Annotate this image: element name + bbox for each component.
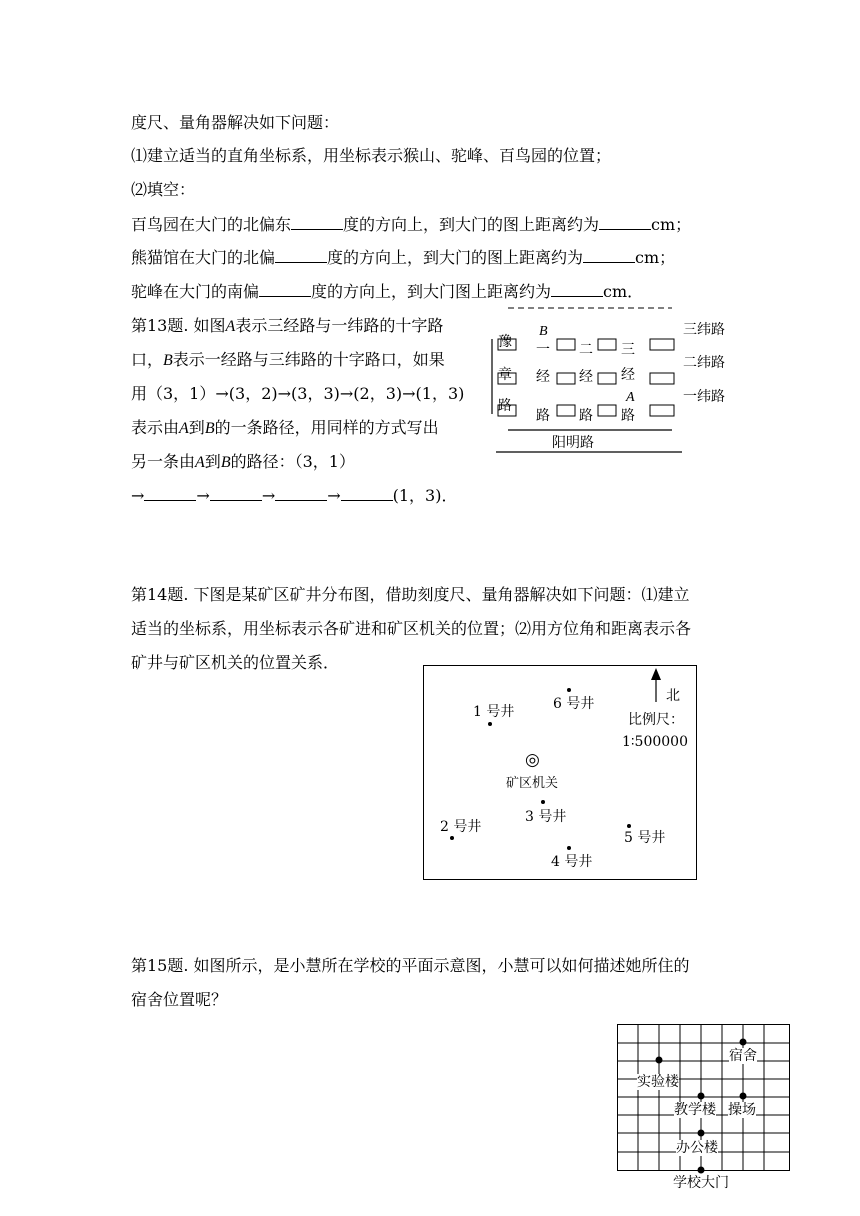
arrow: → bbox=[196, 486, 210, 505]
q13-text: 的一条路径，用同样的方式写出 bbox=[214, 418, 439, 437]
dorm-label: 宿舍 bbox=[729, 1048, 757, 1064]
well-3-label: 3 号井 bbox=[525, 809, 567, 825]
q13-text: (1，3)． bbox=[392, 486, 458, 505]
third-jing-road-char: 经 bbox=[621, 367, 635, 383]
q12-text: 度的方向上，到大门的图上距离约为 bbox=[343, 215, 600, 234]
q13-line-2 bbox=[131, 350, 445, 371]
first-jing-road-char: 经 bbox=[536, 369, 550, 385]
q12-text: cm； bbox=[635, 248, 676, 267]
answer-blank[interactable] bbox=[291, 215, 343, 230]
scale-value: 1∶500000 bbox=[622, 734, 688, 750]
third-jing-road-char: 三 bbox=[621, 342, 635, 358]
block bbox=[557, 339, 575, 350]
well-1-label: 1 号井 bbox=[473, 704, 515, 720]
well-5-label: 5 号井 bbox=[624, 830, 666, 846]
gate-dot bbox=[698, 1167, 705, 1174]
gate-label: 学校大门 bbox=[673, 1175, 729, 1191]
yuzhang-road-char: 章 bbox=[498, 367, 512, 383]
q13-line-1 bbox=[131, 316, 443, 337]
answer-blank[interactable] bbox=[275, 486, 327, 501]
q12-line-1: 度尺、量角器解决如下问题： bbox=[131, 113, 340, 132]
q14-line-1: 第14题. 下图是某矿区矿井分布图，借助刻度尺、量角器解决如下问题：⑴建立 bbox=[131, 585, 690, 604]
q14-line-2: 适当的坐标系，用坐标表示各矿进和矿区机关的位置；⑵用方位角和距离表示各 bbox=[131, 619, 692, 638]
block bbox=[557, 373, 575, 384]
well-3-dot bbox=[541, 800, 545, 804]
well-6-label: 6 号井 bbox=[553, 696, 595, 712]
third-wei-road-label: 三纬路 bbox=[683, 322, 725, 338]
q12-line-6 bbox=[131, 282, 643, 302]
yuzhang-road-char: 路 bbox=[498, 398, 512, 414]
q13-text: 第13题. 如图 bbox=[131, 316, 226, 335]
q13-text: 表示由 bbox=[131, 418, 180, 437]
street-map-figure bbox=[480, 304, 740, 464]
answer-blank[interactable] bbox=[275, 248, 327, 263]
q15-line-1: 第15题. 如图所示，是小慧所在学校的平面示意图，小慧可以如何描述她所住的 bbox=[131, 956, 690, 975]
second-wei-road-label: 二纬路 bbox=[683, 355, 725, 371]
block bbox=[650, 339, 674, 350]
office-dot bbox=[698, 1130, 705, 1137]
block bbox=[598, 373, 616, 384]
answer-blank[interactable] bbox=[599, 215, 651, 230]
point-a-label: A bbox=[179, 420, 189, 437]
q13-line-5 bbox=[131, 452, 355, 473]
block bbox=[650, 373, 674, 384]
q12-text: 百鸟园在大门的北偏东 bbox=[131, 215, 292, 234]
q12-text: 度的方向上，到大门的图上距离约为 bbox=[327, 248, 584, 267]
well-4-dot bbox=[567, 846, 571, 850]
second-jing-road-char: 路 bbox=[579, 408, 593, 424]
answer-blank[interactable] bbox=[259, 282, 311, 297]
q12-line-5 bbox=[131, 248, 675, 268]
lab-label: 实验楼 bbox=[637, 1074, 679, 1090]
block bbox=[557, 405, 575, 416]
well-6-dot bbox=[567, 688, 571, 692]
q13-text: 另一条由 bbox=[131, 452, 196, 471]
q13-text: 的路径：（3，1） bbox=[230, 452, 355, 471]
office-symbol-icon: ◎ bbox=[525, 750, 540, 770]
q12-line-2: ⑴建立适当的直角坐标系，用坐标表示猴山、驼峰、百鸟园的位置； bbox=[131, 146, 612, 165]
point-b-label: B bbox=[163, 352, 173, 369]
arrow: → bbox=[327, 486, 341, 505]
answer-blank[interactable] bbox=[210, 486, 262, 501]
office-label: 办公楼 bbox=[676, 1140, 718, 1156]
q12-text: cm． bbox=[603, 282, 644, 301]
answer-blank[interactable] bbox=[144, 486, 196, 501]
answer-blank[interactable] bbox=[341, 486, 393, 501]
q13-text: 表示一经路与三纬路的十字路口，如果 bbox=[172, 350, 445, 369]
q13-text: 口， bbox=[131, 350, 164, 369]
map-label-b: B bbox=[539, 324, 548, 339]
teaching-label: 教学楼 bbox=[674, 1102, 716, 1118]
point-a-label: A bbox=[225, 318, 236, 335]
map-label-a: A bbox=[626, 390, 635, 405]
block bbox=[598, 405, 616, 416]
block bbox=[598, 339, 616, 350]
q13-line-4 bbox=[131, 418, 439, 439]
q12-text: 熊猫馆在大门的北偏 bbox=[131, 248, 276, 267]
well-4-label: 4 号井 bbox=[551, 854, 593, 870]
well-2-label: 2 号井 bbox=[440, 819, 482, 835]
dorm-dot bbox=[740, 1039, 747, 1046]
mine-office-label: 矿区机关 bbox=[506, 776, 559, 791]
well-1-dot bbox=[488, 722, 492, 726]
point-a-label: A bbox=[195, 454, 205, 471]
well-2-dot bbox=[450, 836, 454, 840]
playground-label: 操场 bbox=[728, 1102, 756, 1118]
q12-line-3: ⑵填空： bbox=[131, 180, 196, 199]
third-jing-road-char: 路 bbox=[621, 408, 635, 424]
block bbox=[650, 405, 674, 416]
yangming-road-label: 阳明路 bbox=[552, 435, 594, 451]
teaching-dot bbox=[698, 1093, 705, 1100]
first-wei-road-label: 一纬路 bbox=[683, 389, 725, 405]
second-jing-road-char: 经 bbox=[579, 369, 593, 385]
q12-text: cm； bbox=[651, 215, 692, 234]
scale-label: 比例尺： bbox=[628, 712, 684, 728]
answer-blank[interactable] bbox=[583, 248, 635, 263]
q12-line-4 bbox=[131, 215, 691, 235]
arrow: → bbox=[131, 486, 145, 505]
point-b-label: B bbox=[220, 454, 231, 471]
q13-line-6 bbox=[131, 486, 457, 506]
second-jing-road-char: 二 bbox=[579, 342, 593, 358]
point-b-label: B bbox=[204, 420, 215, 437]
q15-line-2: 宿舍位置呢？ bbox=[131, 990, 228, 1009]
north-label: 北 bbox=[666, 688, 680, 704]
arrow: → bbox=[261, 486, 276, 505]
first-jing-road-char: 路 bbox=[536, 408, 550, 424]
q13-text: 到 bbox=[188, 418, 205, 437]
answer-blank[interactable] bbox=[551, 282, 603, 297]
north-arrow-head bbox=[651, 668, 661, 680]
first-jing-road-char: 一 bbox=[536, 342, 550, 358]
q14-line-3: 矿井与矿区机关的位置关系． bbox=[131, 653, 340, 672]
q13-text: 表示三经路与一纬路的十字路 bbox=[235, 316, 444, 335]
well-5-dot bbox=[627, 824, 631, 828]
lab-dot bbox=[656, 1057, 663, 1064]
q13-text: 到 bbox=[204, 452, 221, 471]
school-map-figure bbox=[617, 1024, 790, 1191]
q13-line-3: 用（3，1）→(3，2)→(3，3)→(2，3)→(1，3) bbox=[131, 384, 465, 403]
playground-dot bbox=[740, 1093, 747, 1100]
q12-text: 驼峰在大门的南偏 bbox=[131, 282, 260, 301]
q12-text: 度的方向上，到大门图上距离约为 bbox=[311, 282, 552, 301]
mine-map-figure bbox=[423, 665, 697, 880]
yuzhang-road-char: 豫 bbox=[498, 334, 512, 350]
